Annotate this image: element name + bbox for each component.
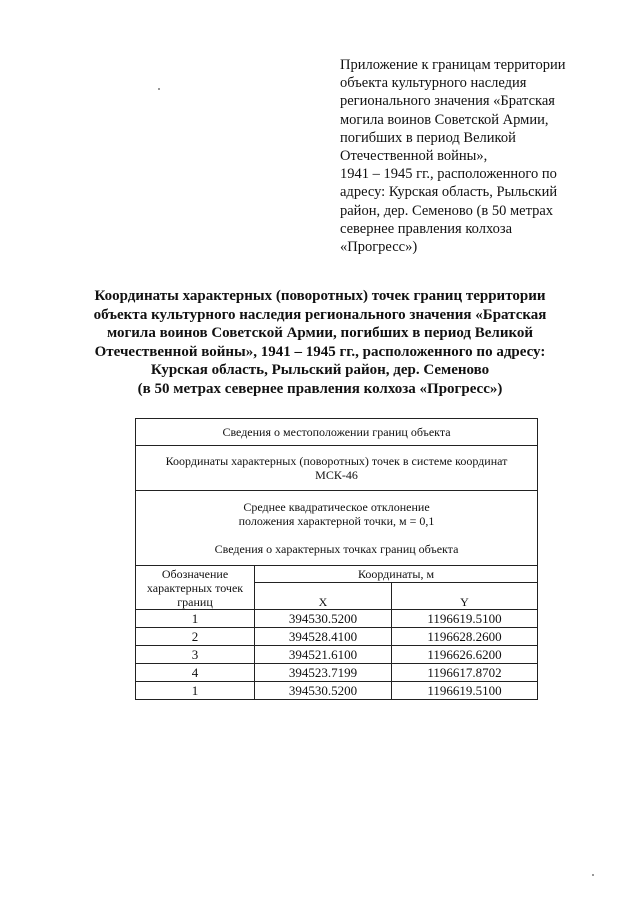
- y-cell: 1196626.6200: [392, 646, 538, 664]
- x-column-header: X: [255, 583, 392, 610]
- table-row: [136, 682, 538, 700]
- appendix-line: район, дер. Семеново (в 50 метрах: [340, 202, 554, 219]
- appendix-line: регионального значения «Братская: [340, 93, 555, 110]
- point-cell: 1: [136, 610, 255, 628]
- table-header-row: [136, 566, 538, 583]
- coordinate-system-cell: [136, 446, 538, 491]
- x-cell: 394523.7199: [255, 664, 392, 682]
- coordinate-system-text: Координаты характерных (поворотных) точек в системе координат: [165, 454, 508, 468]
- table-row: [136, 446, 538, 491]
- title-line: Отечественной войны», 1941 – 1945 гг., расположенного по адресу:: [94, 343, 546, 360]
- title-line: могила воинов Советской Армии, погибших в период Великой: [106, 325, 534, 342]
- appendix-line: могила воинов Советской Армии,: [340, 111, 549, 128]
- point-column-header: Обозначение характерных точек границ: [136, 566, 255, 610]
- table-row: [136, 491, 538, 566]
- appendix-line: погибших в период Великой: [340, 129, 516, 146]
- y-column-header: Y: [392, 583, 538, 610]
- accuracy-value: положения характерной точки, м = 0,1: [238, 514, 435, 528]
- y-cell: 1196628.2600: [392, 628, 538, 646]
- title-line: объекта культурного наследия регионального значения «Братская: [93, 306, 547, 323]
- point-cell: 2: [136, 628, 255, 646]
- point-cell: 1: [136, 682, 255, 700]
- x-cell: 394530.5200: [255, 610, 392, 628]
- table-row: [136, 664, 538, 682]
- coordinates-table: [135, 418, 538, 700]
- table-row: [136, 610, 538, 628]
- table-row: [136, 628, 538, 646]
- scan-speck: [592, 874, 594, 876]
- appendix-line: объекта культурного наследия: [340, 75, 527, 92]
- point-cell: 4: [136, 664, 255, 682]
- scan-speck: [158, 88, 160, 90]
- y-cell: 1196619.5100: [392, 610, 538, 628]
- appendix-line: севернее правления колхоза: [340, 220, 513, 237]
- coordinates-column-header: Координаты, м: [255, 566, 538, 583]
- table-row: [136, 646, 538, 664]
- title-line: Курская область, Рыльский район, дер. Семеново: [150, 362, 490, 379]
- points-header: Сведения о характерных точках границ объекта: [214, 542, 459, 556]
- appendix-line: адресу: Курская область, Рыльский: [340, 184, 558, 201]
- x-cell: 394521.6100: [255, 646, 392, 664]
- location-header-cell: Сведения о местоположении границ объекта: [136, 419, 538, 446]
- x-cell: 394530.5200: [255, 682, 392, 700]
- title-line: Координаты характерных (поворотных) точек границ территории: [94, 288, 546, 304]
- y-cell: 1196617.8702: [392, 664, 538, 682]
- title-line: (в 50 метрах севернее правления колхоза «Прогресс»): [137, 380, 503, 397]
- table-row: [136, 419, 538, 446]
- coordinate-system-name: МСК-46: [315, 468, 358, 482]
- accuracy-cell: [136, 491, 538, 566]
- point-cell: 3: [136, 646, 255, 664]
- appendix-line: 1941 – 1945 гг., расположенного по: [340, 166, 557, 183]
- appendix-line: Приложение к границам территории: [340, 57, 566, 73]
- appendix-line: Отечественной войны»,: [340, 148, 488, 165]
- accuracy-text: Среднее квадратическое отклонение: [243, 500, 430, 514]
- appendix-note: [340, 56, 580, 256]
- x-cell: 394528.4100: [255, 628, 392, 646]
- document-title: [60, 287, 580, 399]
- y-cell: 1196619.5100: [392, 682, 538, 700]
- appendix-line: «Прогресс»): [340, 239, 418, 256]
